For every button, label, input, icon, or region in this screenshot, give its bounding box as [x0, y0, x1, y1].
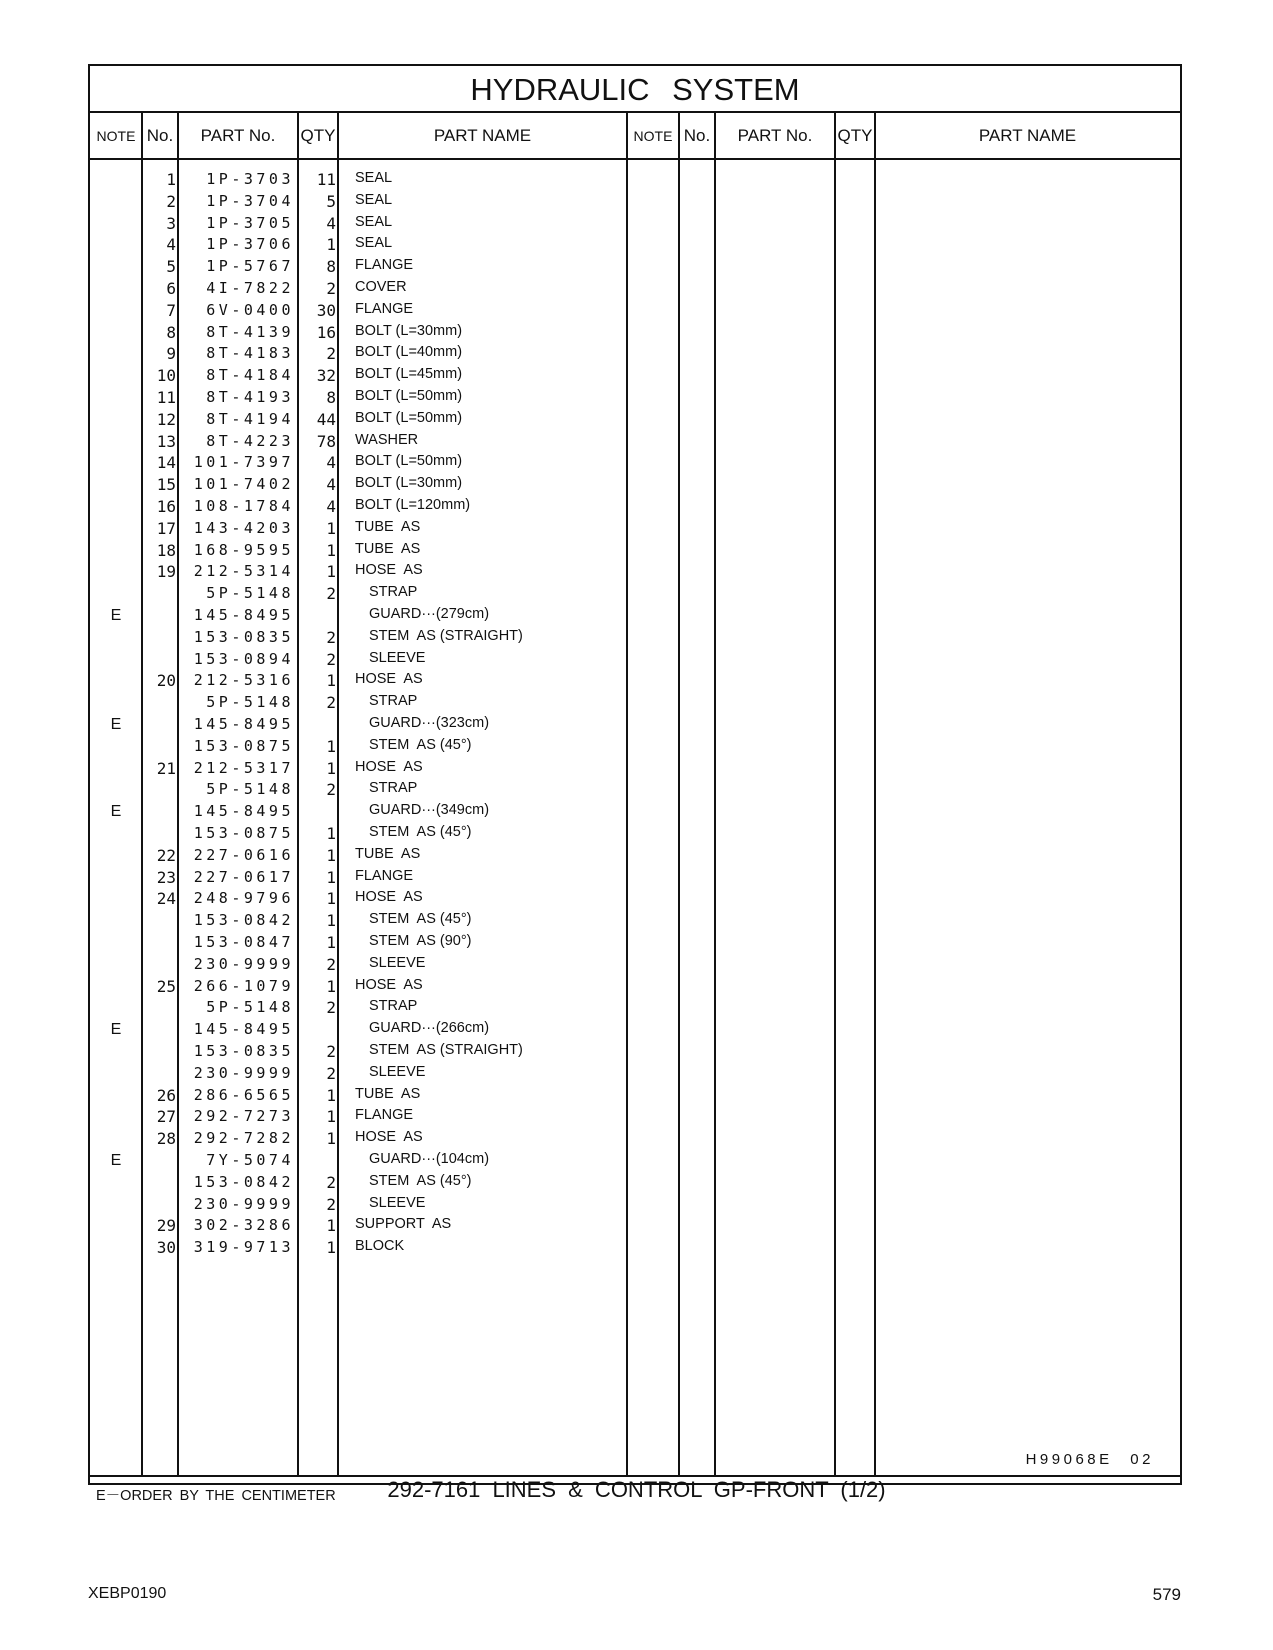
part-name-cell: BOLT (L=30mm) [355, 475, 463, 492]
part-number-cell: 1P-3704 [206, 191, 294, 210]
part-name-cell: BOLT (L=50mm) [355, 409, 463, 426]
footnote: E－ORDER BY THE CENTIMETER [96, 1488, 336, 1504]
part-number-cell: 1P-3706 [206, 235, 294, 254]
part-name-cell: HOSE AS [355, 976, 423, 993]
table-row [90, 1105, 1180, 1128]
item-number-cell: 4 [166, 235, 176, 255]
quantity-cell: 2 [326, 649, 336, 669]
table-row [90, 190, 1180, 213]
quantity-cell: 1 [326, 562, 336, 582]
table-header [90, 113, 1180, 160]
part-name-cell: FLANGE [355, 867, 414, 884]
item-number-cell: 24 [156, 889, 176, 909]
item-number-cell: 9 [166, 344, 176, 364]
part-number-cell: 230-9999 [193, 1063, 294, 1082]
quantity-cell: 2 [326, 584, 336, 604]
part-name-cell: BOLT (L=40mm) [355, 344, 463, 361]
table-row [90, 626, 1180, 649]
table-row [90, 342, 1180, 365]
part-number-cell: 153-0842 [193, 1172, 294, 1191]
part-number-cell: 153-0894 [193, 649, 294, 668]
table-row [90, 430, 1180, 453]
quantity-cell: 2 [326, 627, 336, 647]
part-name-cell: SEAL [355, 213, 393, 230]
group-subtitle: 292-7161 LINES & CONTROL GP-FRONT (1/2) [387, 1477, 886, 1502]
part-name-cell: STEM AS (45°) [369, 911, 472, 928]
item-number-cell: 15 [156, 475, 176, 495]
quantity-cell: 2 [326, 954, 336, 974]
table-row [90, 648, 1180, 671]
quantity-cell: 1 [326, 758, 336, 778]
table-row [90, 866, 1180, 889]
part-name-cell: STEM AS (STRAIGHT) [369, 1042, 523, 1058]
part-number-cell: 145-8495 [193, 1020, 294, 1039]
item-number-cell: 7 [166, 300, 176, 320]
table-row [90, 1214, 1180, 1237]
quantity-cell: 1 [326, 518, 336, 538]
part-number-cell: 4I-7822 [206, 279, 294, 297]
part-number-cell: 8T-4139 [206, 322, 294, 341]
table-row [90, 1062, 1180, 1085]
quantity-cell: 1 [326, 1129, 336, 1149]
header-qty-right: QTY [837, 126, 873, 145]
quantity-cell: 1 [326, 911, 336, 931]
part-number-cell: 227-0616 [193, 845, 294, 864]
part-name-cell: TUBE AS [355, 518, 421, 535]
table-row [90, 669, 1180, 692]
part-name-cell: HOSE AS [355, 1129, 423, 1146]
item-number-cell: 17 [156, 518, 176, 538]
item-number-cell: 23 [156, 867, 176, 887]
quantity-cell: 2 [326, 1042, 336, 1061]
note-cell: E [110, 803, 122, 821]
part-number-cell: 145-8495 [193, 715, 294, 733]
part-number-cell: 212-5317 [193, 758, 294, 777]
table-row [90, 582, 1180, 605]
table-row [90, 168, 1180, 191]
part-number-cell: 153-0835 [193, 1042, 294, 1060]
table-row [90, 996, 1180, 1019]
part-number-cell: 7Y-5074 [206, 1151, 294, 1169]
table-row [90, 931, 1180, 954]
part-name-cell: GUARD···(323cm) [369, 715, 490, 731]
note-cell: E [110, 1152, 122, 1169]
quantity-cell: 1 [326, 540, 336, 560]
table-row [90, 909, 1180, 932]
table-row [90, 822, 1180, 845]
parts-table-body [90, 160, 1180, 1475]
part-number-cell: 230-9999 [193, 954, 294, 973]
item-number-cell: 26 [156, 1085, 176, 1105]
part-number-cell: 145-8495 [193, 802, 294, 821]
part-number-cell: 5P-5148 [206, 693, 294, 712]
quantity-cell: 2 [326, 344, 336, 364]
part-number-cell: 1P-3705 [206, 213, 294, 232]
quantity-cell: 1 [326, 824, 336, 843]
item-number-cell: 6 [166, 279, 176, 298]
part-number-cell: 230-9999 [193, 1194, 294, 1213]
item-number-cell: 21 [156, 758, 176, 778]
quantity-cell: 11 [316, 170, 336, 189]
part-number-cell: 168-9595 [193, 540, 294, 559]
header-no-left: No. [146, 126, 174, 145]
part-name-cell: STRAP [369, 693, 418, 710]
part-name-cell: SLEEVE [369, 1063, 426, 1080]
table-row [90, 887, 1180, 910]
part-name-cell: STEM AS (45°) [369, 1172, 472, 1189]
item-number-cell: 12 [156, 409, 176, 429]
part-number-cell: 212-5314 [193, 562, 294, 581]
part-number-cell: 8T-4223 [206, 431, 294, 450]
document-id: XEBP0190 [88, 1585, 167, 1602]
quantity-cell: 32 [316, 366, 336, 386]
part-name-cell: GUARD···(266cm) [369, 1020, 490, 1037]
quantity-cell: 1 [326, 933, 336, 952]
quantity-cell: 78 [316, 431, 336, 451]
part-number-cell: 5P-5148 [206, 584, 294, 603]
part-number-cell: 212-5316 [193, 671, 294, 690]
item-number-cell: 2 [166, 191, 176, 211]
header-part-no-right: PART No. [737, 126, 813, 145]
table-row [90, 735, 1180, 758]
table-row [90, 321, 1180, 344]
part-number-cell: 8T-4183 [206, 344, 294, 363]
header-no-right: No. [683, 126, 711, 145]
part-name-cell: FLANGE [355, 1107, 414, 1124]
part-number-cell: 227-0617 [193, 867, 294, 886]
part-name-cell: HOSE AS [355, 562, 423, 579]
table-row [90, 473, 1180, 496]
part-name-cell: TUBE AS [355, 540, 421, 557]
quantity-cell: 4 [326, 475, 336, 495]
item-number-cell: 16 [156, 497, 176, 516]
item-number-cell: 30 [156, 1238, 176, 1258]
part-name-cell: STEM AS (STRAIGHT) [369, 627, 523, 644]
item-number-cell: 25 [156, 976, 176, 996]
part-name-cell: STRAP [369, 998, 418, 1015]
part-name-cell: GUARD···(279cm) [369, 606, 490, 622]
part-number-cell: 1P-3703 [206, 170, 294, 188]
item-number-cell: 27 [156, 1107, 176, 1127]
quantity-cell: 1 [326, 867, 336, 887]
header-note-left: NOTE [96, 128, 136, 144]
quantity-cell: 2 [326, 780, 336, 800]
part-name-cell: TUBE AS [355, 845, 421, 862]
item-number-cell: 10 [156, 366, 176, 386]
header-part-name-right: PART NAME [978, 126, 1077, 145]
quantity-cell: 5 [326, 191, 336, 211]
quantity-cell: 8 [326, 257, 336, 277]
table-row [90, 364, 1180, 387]
quantity-cell: 2 [326, 693, 336, 713]
table-row [90, 1171, 1180, 1194]
part-number-cell: 5P-5148 [206, 998, 294, 1017]
header-part-name-left: PART NAME [433, 126, 532, 145]
part-name-cell: COVER [355, 279, 407, 295]
item-number-cell: 20 [156, 671, 176, 691]
quantity-cell: 2 [326, 1063, 336, 1083]
item-number-cell: 5 [166, 257, 176, 277]
table-row [90, 386, 1180, 409]
part-number-cell: 153-0875 [193, 824, 294, 842]
table-row [90, 560, 1180, 583]
item-number-cell: 3 [166, 213, 176, 233]
part-name-cell: HOSE AS [355, 758, 423, 775]
table-row [90, 1193, 1180, 1216]
quantity-cell: 2 [326, 1194, 336, 1214]
part-name-cell: FLANGE [355, 300, 414, 317]
table-row [90, 778, 1180, 801]
header-note-right: NOTE [633, 128, 673, 144]
part-number-cell: 145-8495 [193, 606, 294, 624]
part-number-cell: 266-1079 [193, 976, 294, 995]
part-number-cell: 8T-4194 [206, 409, 294, 428]
part-number-cell: 286-6565 [193, 1085, 294, 1104]
table-row [90, 451, 1180, 474]
item-number-cell: 1 [166, 170, 176, 189]
part-number-cell: 5P-5148 [206, 780, 294, 799]
quantity-cell: 44 [316, 409, 336, 429]
table-row [90, 277, 1180, 300]
part-number-cell: 292-7273 [193, 1107, 294, 1126]
table-row [90, 408, 1180, 431]
note-cell: E [110, 716, 122, 733]
section-title: HYDRAULIC SYSTEM [90, 66, 1180, 113]
quantity-cell: 1 [326, 1238, 336, 1258]
header-qty-left: QTY [300, 126, 336, 145]
part-number-cell: 101-7402 [193, 475, 294, 494]
table-row [90, 1149, 1180, 1172]
table-row [90, 539, 1180, 562]
part-name-cell: STEM AS (90°) [369, 933, 472, 949]
part-number-cell: 153-0835 [193, 627, 294, 646]
part-name-cell: GUARD···(104cm) [369, 1151, 490, 1167]
table-row [90, 517, 1180, 540]
part-number-cell: 302-3286 [193, 1216, 294, 1235]
part-number-cell: 6V-0400 [206, 300, 294, 319]
note-cell: E [110, 607, 122, 624]
table-row [90, 1040, 1180, 1063]
table-row [90, 495, 1180, 518]
part-number-cell: 319-9713 [193, 1238, 294, 1257]
table-row [90, 299, 1180, 322]
part-name-cell: SLEEVE [369, 954, 426, 971]
note-cell: E [110, 1021, 122, 1039]
quantity-cell: 2 [326, 998, 336, 1018]
drawing-code: H99068E 02 [1025, 1451, 1154, 1468]
quantity-cell: 1 [326, 736, 336, 756]
table-row [90, 1084, 1180, 1107]
item-number-cell: 13 [156, 431, 176, 451]
item-number-cell: 14 [156, 453, 176, 473]
part-number-cell: 153-0842 [193, 911, 294, 930]
part-name-cell: STRAP [369, 584, 418, 601]
quantity-cell: 1 [326, 845, 336, 865]
page-number: 579 [1152, 1585, 1181, 1604]
part-number-cell: 292-7282 [193, 1129, 294, 1148]
quantity-cell: 2 [326, 1172, 336, 1192]
part-name-cell: BOLT (L=120mm) [355, 497, 471, 513]
table-row [90, 255, 1180, 278]
part-number-cell: 101-7397 [193, 453, 294, 472]
part-name-cell: SEAL [355, 191, 393, 208]
table-row [90, 691, 1180, 714]
quantity-cell: 1 [326, 1085, 336, 1105]
part-name-cell: BLOCK [355, 1238, 405, 1255]
part-name-cell: BOLT (L=30mm) [355, 322, 463, 339]
quantity-cell: 2 [326, 279, 336, 298]
quantity-cell: 4 [326, 453, 336, 473]
part-number-cell: 8T-4184 [206, 366, 294, 385]
item-number-cell: 18 [156, 540, 176, 560]
item-number-cell: 11 [156, 388, 176, 407]
part-name-cell: STEM AS (45°) [369, 736, 472, 753]
part-name-cell: FLANGE [355, 257, 414, 274]
quantity-cell: 1 [326, 1216, 336, 1236]
part-name-cell: SUPPORT AS [355, 1216, 452, 1233]
item-number-cell: 19 [156, 562, 176, 582]
quantity-cell: 4 [326, 213, 336, 233]
part-number-cell: 153-0847 [193, 933, 294, 951]
quantity-cell: 1 [326, 976, 336, 996]
part-name-cell: HOSE AS [355, 671, 423, 688]
table-row [90, 1018, 1180, 1041]
part-name-cell: BOLT (L=45mm) [355, 366, 463, 383]
part-number-cell: 153-0875 [193, 736, 294, 755]
item-number-cell: 29 [156, 1216, 176, 1236]
part-name-cell: BOLT (L=50mm) [355, 388, 463, 404]
quantity-cell: 16 [316, 322, 336, 342]
quantity-cell: 1 [326, 889, 336, 909]
header-part-no-left: PART No. [200, 126, 276, 145]
part-name-cell: GUARD···(349cm) [369, 802, 490, 819]
table-row [90, 233, 1180, 256]
table-row [90, 975, 1180, 998]
table-row [90, 800, 1180, 823]
part-name-cell: SEAL [355, 170, 393, 186]
item-number-cell: 28 [156, 1129, 176, 1149]
part-name-cell: SLEEVE [369, 649, 426, 666]
quantity-cell: 1 [326, 1107, 336, 1127]
part-name-cell: BOLT (L=50mm) [355, 453, 463, 470]
table-row [90, 953, 1180, 976]
part-name-cell: SEAL [355, 235, 393, 252]
table-row [90, 1236, 1180, 1259]
table-row [90, 713, 1180, 736]
quantity-cell: 4 [326, 497, 336, 516]
item-number-cell: 22 [156, 845, 176, 865]
part-number-cell: 1P-5767 [206, 257, 294, 276]
table-row [90, 757, 1180, 780]
quantity-cell: 1 [326, 235, 336, 255]
part-number-cell: 108-1784 [193, 497, 294, 515]
part-name-cell: STRAP [369, 780, 418, 797]
part-name-cell: TUBE AS [355, 1085, 421, 1102]
part-number-cell: 248-9796 [193, 889, 294, 908]
part-name-cell: STEM AS (45°) [369, 824, 472, 840]
table-row [90, 1127, 1180, 1150]
part-name-cell: WASHER [355, 431, 419, 448]
part-number-cell: 8T-4193 [206, 388, 294, 406]
table-row [90, 604, 1180, 627]
part-name-cell: SLEEVE [369, 1194, 426, 1211]
table-row [90, 844, 1180, 867]
table-row [90, 212, 1180, 235]
quantity-cell: 30 [316, 300, 336, 320]
item-number-cell: 8 [166, 322, 176, 342]
part-number-cell: 143-4203 [193, 518, 294, 537]
quantity-cell: 8 [326, 388, 336, 407]
part-name-cell: HOSE AS [355, 889, 423, 906]
quantity-cell: 1 [326, 671, 336, 691]
